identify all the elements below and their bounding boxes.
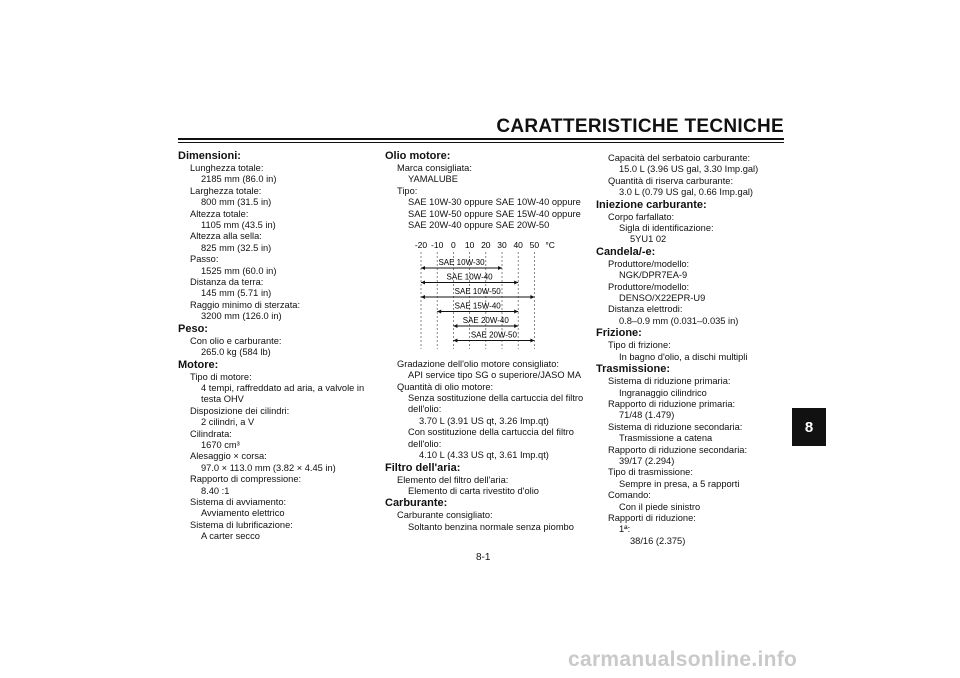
spec-line: Rapporto di riduzione secondaria: [608, 444, 748, 455]
spec-line: 1525 mm (60.0 in) [201, 265, 277, 276]
spec-line: Produttore/modello: [608, 258, 690, 269]
spec-line: Sistema di avviamento: [190, 496, 287, 507]
spec-line: Alesaggio × corsa: [190, 451, 267, 462]
spec-line: In bagno d'olio, a dischi multipli [619, 351, 748, 362]
tick-label: 40 [513, 240, 523, 251]
tick-label: -20 [414, 240, 428, 251]
column-middle-bottom [385, 359, 585, 533]
spec-line: Produttore/modello: [608, 281, 690, 292]
spec-line: 5YU1 02 [630, 234, 667, 245]
section-heading: Peso: [178, 322, 208, 335]
spec-line: Ingranaggio cilindrico [619, 387, 707, 398]
grade-label: SAE 20W-50 [470, 330, 517, 340]
spec-line: 2185 mm (86.0 in) [201, 174, 277, 185]
spec-line: Carburante consigliato: [397, 510, 493, 521]
spec-line: Cilindrata: [190, 428, 232, 439]
spec-line: Passo: [190, 254, 219, 265]
arrow-head [453, 324, 457, 328]
column-middle [385, 150, 585, 533]
spec-line: YAMALUBE [408, 174, 458, 185]
spec-line: Tipo di trasmissione: [608, 467, 693, 478]
page-title: CARATTERISTICHE TECNICHE [496, 116, 784, 137]
spec-line: Con il piede sinistro [619, 501, 701, 512]
spec-line: Soltanto benzina normale senza piombo [408, 521, 574, 532]
section-heading: Motore: [178, 358, 219, 371]
tick-label: -10 [431, 240, 444, 251]
arrow-head [421, 266, 425, 270]
section-heading: Carburante: [385, 497, 448, 510]
spec-line: 15.0 L (3.96 US gal, 3.30 Imp.gal) [619, 164, 759, 175]
tick-label: 10 [464, 240, 475, 251]
spec-line: 265.0 kg (584 lb) [201, 347, 271, 358]
spec-line: NGK/DPR7EA-9 [619, 270, 688, 281]
spec-line: 145 mm (5.71 in) [201, 288, 272, 299]
page-number: 8-1 [476, 552, 491, 563]
spec-line: dell'olio: [408, 404, 442, 415]
spec-line: Sigla di identificazione: [619, 223, 714, 234]
spec-line: 800 mm (31.5 in) [201, 197, 272, 208]
section-heading: Frizione: [596, 327, 642, 340]
spec-line: Tipo: [397, 185, 418, 196]
spec-line: 39/17 (2.294) [619, 455, 675, 466]
arrow-head [514, 310, 518, 314]
title-rule [178, 138, 784, 140]
spec-line: 3.0 L (0.79 US gal, 0.66 Imp.gal) [619, 187, 754, 198]
section-heading: Olio motore: [385, 150, 451, 162]
tick-label: 0 [451, 240, 456, 251]
column-middle-top [385, 150, 585, 231]
spec-line: Con olio e carburante: [190, 335, 282, 346]
spec-line: Corpo farfallato: [608, 211, 675, 222]
column-right [596, 153, 786, 547]
spec-line: 38/16 (2.375) [630, 535, 686, 546]
spec-line: Rapporti di riduzione: [608, 512, 696, 523]
spec-line: Altezza totale: [190, 208, 249, 219]
spec-line: Disposizione dei cilindri: [190, 405, 290, 416]
spec-line: Gradazione dell'olio motore consigliato: [397, 358, 559, 369]
spec-line: 0.8–0.9 mm (0.031–0.035 in) [619, 315, 739, 326]
chapter-tab: 8 [792, 408, 826, 446]
spec-line: 4.10 L (4.33 US qt, 3.61 Imp.qt) [419, 450, 549, 461]
spec-line: Raggio minimo di sterzata: [190, 299, 301, 310]
spec-line: Marca consigliata: [397, 163, 472, 173]
spec-line: Elemento di carta rivestito d'olio [408, 485, 539, 496]
arrow-head [530, 339, 534, 343]
spec-line: Avviamento elettrico [201, 508, 285, 519]
section-heading: Filtro dell'aria: [385, 461, 461, 474]
spec-line: 3.70 L (3.91 US qt, 3.26 Imp.qt) [419, 415, 549, 426]
spec-line: Larghezza totale: [190, 185, 262, 196]
spec-line: SAE 20W-40 oppure SAE 20W-50 [408, 220, 550, 231]
watermark: carmanualsonline.info [568, 648, 798, 671]
spec-line: 97.0 × 113.0 mm (3.82 × 4.45 in) [201, 462, 336, 473]
spec-line: Sistema di riduzione primaria: [608, 376, 731, 387]
grade-label: SAE 10W-50 [454, 287, 501, 297]
grade-label: SAE 10W-40 [446, 272, 493, 282]
arrow-head [498, 266, 502, 270]
arrow-head [421, 281, 425, 285]
tick-label: 50 [529, 240, 540, 251]
arrow-head [421, 295, 425, 299]
section-heading: Candela/-e: [596, 245, 656, 258]
spec-line: Distanza da terra: [190, 277, 264, 288]
spec-line: Lunghezza totale: [190, 163, 264, 173]
section-heading: Dimensioni: [178, 150, 241, 162]
spec-line: 8.40 :1 [201, 485, 230, 496]
spec-line: 71/48 (1.479) [619, 410, 675, 421]
spec-line: Comando: [608, 490, 651, 501]
spec-line: API service tipo SG o superiore/JASO MA [408, 370, 582, 381]
grade-label: SAE 10W-30 [438, 258, 485, 268]
spec-line: Sempre in presa, a 5 rapporti [619, 478, 740, 489]
spec-line: Distanza elettrodi: [608, 304, 683, 315]
spec-line: Sistema di lubrificazione: [190, 519, 293, 530]
spec-line: DENSO/X22EPR-U9 [619, 293, 706, 304]
spec-line: Quantità di olio motore: [397, 381, 494, 392]
spec-line: Con sostituzione della cartuccia del filtro [408, 427, 574, 438]
spec-line: Tipo di motore: [190, 371, 252, 382]
spec-line: testa OHV [201, 394, 244, 405]
spec-line: Senza sostituzione della cartuccia del filtro [408, 393, 584, 404]
spec-line: Quantità di riserva carburante: [608, 175, 734, 186]
oil-viscosity-chart [397, 239, 557, 351]
section-heading: Trasmissione: [596, 363, 670, 376]
arrow-head [437, 310, 441, 314]
arrow-head [514, 281, 518, 285]
spec-line: 1105 mm (43.5 in) [201, 220, 276, 231]
spec-line: 1ª: [619, 524, 631, 535]
spec-line: Rapporto di riduzione primaria: [608, 398, 736, 409]
grade-label: SAE 20W-40 [462, 316, 509, 326]
spec-line: 2 cilindri, a V [201, 417, 255, 428]
arrow-head [514, 324, 518, 328]
grade-label: SAE 15W-40 [454, 301, 501, 311]
spec-line: 1670 cm³ [201, 439, 240, 450]
spec-line: Sistema di riduzione secondaria: [608, 421, 743, 432]
spec-line: 825 mm (32.5 in) [201, 242, 272, 253]
spec-line: A carter secco [201, 531, 260, 542]
spec-line: SAE 10W-30 oppure SAE 10W-40 oppure [408, 197, 581, 208]
title-rule-thin [178, 142, 784, 143]
spec-line: Tipo di frizione: [608, 340, 671, 351]
spec-line: Elemento del filtro dell'aria: [397, 474, 509, 485]
tick-label: 20 [481, 240, 491, 251]
arrow-head [530, 295, 534, 299]
column-left [178, 150, 368, 543]
spec-line: Rapporto di compressione: [190, 474, 302, 485]
unit-label: °C [545, 240, 555, 251]
spec-line: SAE 10W-50 oppure SAE 15W-40 oppure [408, 208, 581, 219]
spec-line: Trasmissione a catena [619, 433, 713, 444]
spec-line: 3200 mm (126.0 in) [201, 311, 282, 322]
spec-line: Altezza alla sella: [190, 231, 262, 242]
spec-line: 4 tempi, raffreddato ad aria, a valvole in [201, 382, 365, 393]
section-heading: Iniezione carburante: [596, 198, 707, 211]
spec-line: dell'olio: [408, 438, 442, 449]
tick-label: 30 [497, 240, 507, 251]
arrow-head [453, 339, 457, 343]
spec-line: Capacità del serbatoio carburante: [608, 153, 751, 163]
